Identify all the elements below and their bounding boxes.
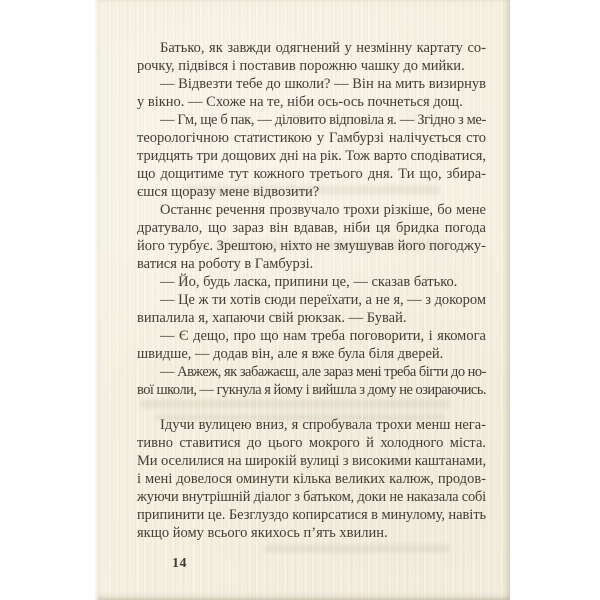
text-line: — Гм, ще б пак, — діловито відповіла я. — Згідно з ме- bbox=[160, 112, 486, 128]
text-line: і мені довелося оминути кілька великих калюж, продов- bbox=[137, 471, 486, 487]
text-line: вої школи, — гукнула я йому і вийшла з дому не озираючись. bbox=[137, 382, 486, 398]
text-line: його турбує. Зрештою, ніхто не змушував його погоджу- bbox=[137, 238, 486, 254]
text-line: швидше, — додав він, але я вже була біля дверей. bbox=[137, 346, 444, 362]
paragraph bbox=[137, 363, 486, 399]
paragraph bbox=[137, 201, 486, 273]
text-line: Останнє речення прозвучало трохи різкіше, бо мене bbox=[160, 202, 486, 218]
paragraph bbox=[137, 273, 486, 291]
text-line: теорологічною статистикою у Гамбурзі налічується сто bbox=[137, 130, 486, 146]
paragraph bbox=[137, 75, 486, 111]
text-line: тивно ставитися до цього мокрого й холодного міста. bbox=[137, 435, 486, 451]
text-line: тридцять три дощових дні на рік. Тож варто сподіватися, bbox=[137, 148, 486, 164]
text-line: Батько, як завжди одягнений у незмінну картату со- bbox=[160, 40, 486, 56]
text-line: — Йо, будь ласка, припини це, — сказав батько. bbox=[160, 274, 458, 290]
text-line: — Відвезти тебе до школи? — Він на мить визирнув bbox=[160, 76, 486, 92]
page-left-edge bbox=[95, 0, 100, 600]
text-line: — Авжеж, як забажаєш, але зараз мені треба бігти до но- bbox=[160, 364, 486, 380]
text-line: єшся щоразу мене відвозити? bbox=[137, 184, 320, 200]
text-line: жуючи внутрішній діалог з батьком, доки не наказала собі bbox=[137, 489, 486, 505]
paragraph bbox=[137, 291, 486, 327]
text-line: Ідучи вулицею вниз, я спробувала трохи менш нега- bbox=[160, 417, 486, 433]
paragraph bbox=[137, 416, 486, 542]
text-line: дратувало, що зараз він вдавав, ніби ця бридка погода bbox=[137, 220, 486, 236]
paragraph bbox=[137, 111, 486, 201]
book-page bbox=[95, 0, 510, 600]
paragraph bbox=[137, 39, 486, 75]
text-line: припинити це. Безглуздо копирсатися в минулому, навіть bbox=[137, 507, 486, 523]
text-line: випалила я, хапаючи свій рюкзак. — Бувай. bbox=[137, 310, 407, 326]
text-line: якщо йому всього якихось п’ять хвилин. bbox=[137, 525, 388, 541]
page-number: 14 bbox=[172, 556, 187, 571]
show-through-ghost bbox=[265, 545, 450, 552]
text-line: у вікно. — Схоже на те, ніби ось-ось почнеться дощ. bbox=[137, 94, 463, 110]
body-text bbox=[137, 39, 486, 542]
text-line: що дощитиме тут кожного третього дня. Ти що, збира- bbox=[137, 166, 486, 182]
text-line: Ми оселилися на широкій вулиці з високими каштанами, bbox=[137, 453, 486, 469]
text-line: — Це ж ти хотів сюди переїхати, а не я, — з докором bbox=[160, 292, 486, 308]
text-line: рочку, підвівся і поставив порожню чашку до мийки. bbox=[137, 58, 465, 74]
text-line: ватися на роботу в Гамбурзі. bbox=[137, 256, 314, 272]
paragraph bbox=[137, 327, 486, 363]
text-line: — Є дещо, про що нам треба поговорити, і якомога bbox=[160, 328, 486, 344]
